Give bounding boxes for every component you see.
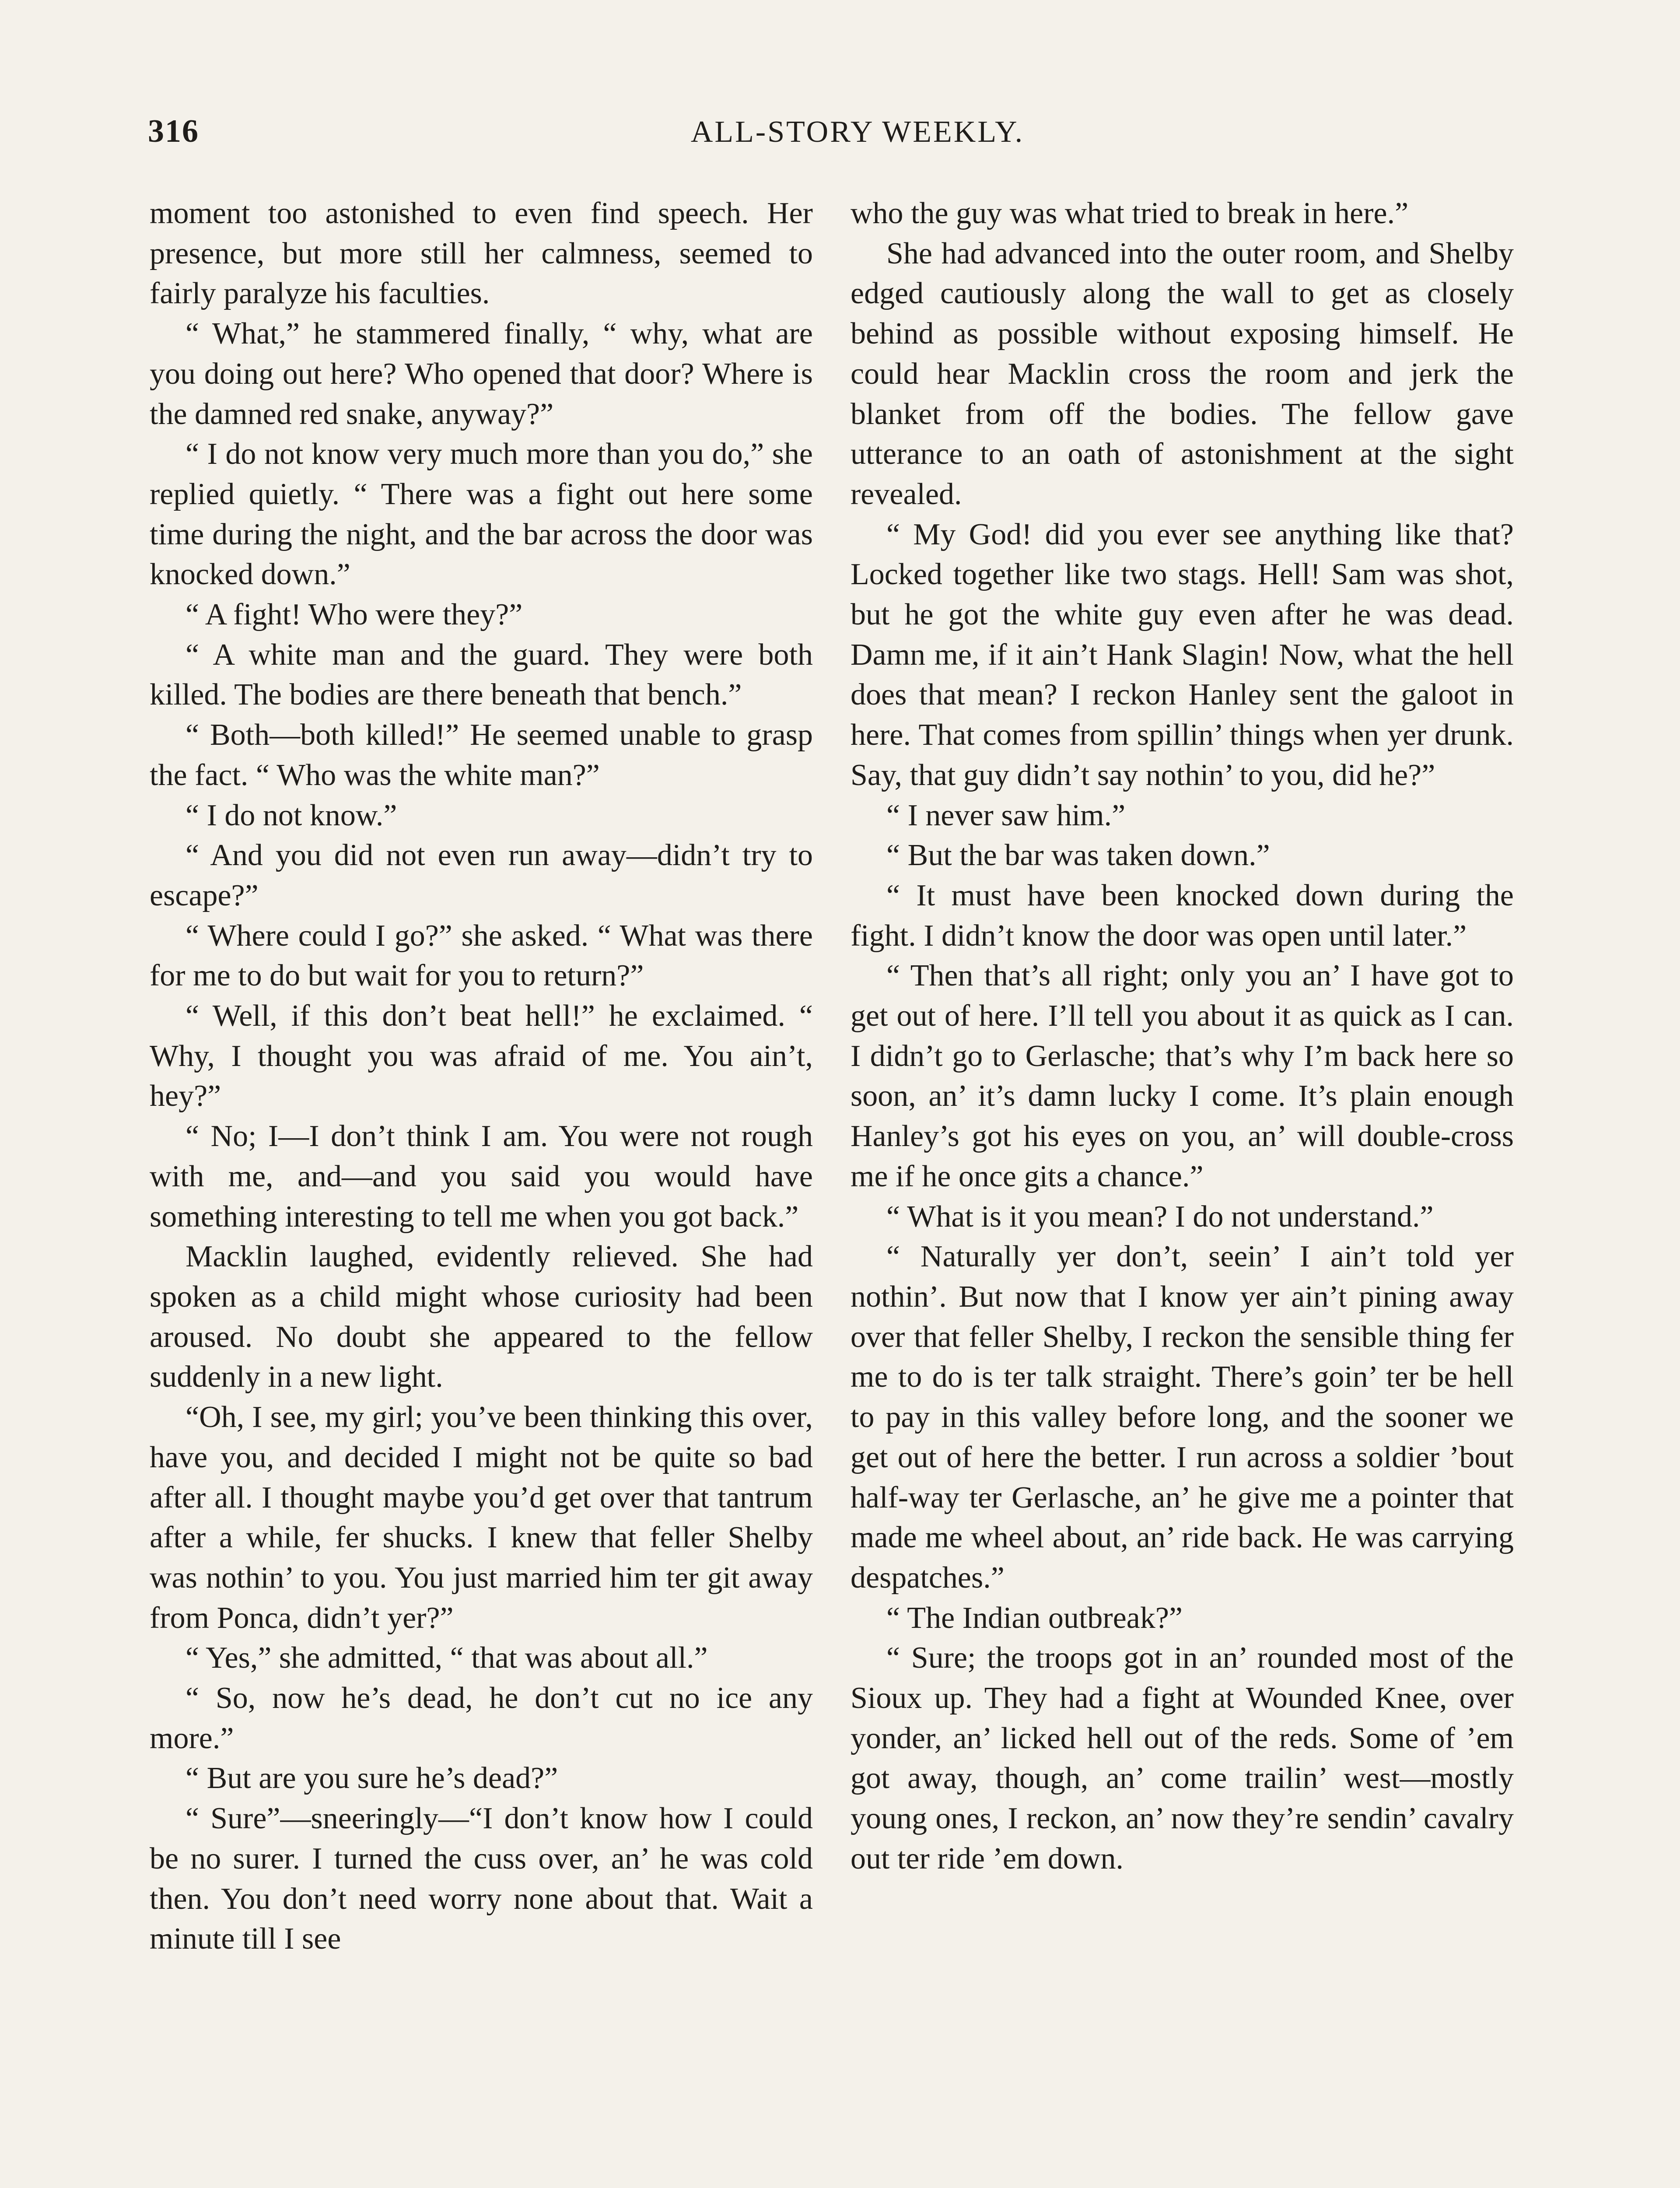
- paragraph: “ So, now he’s dead, he don’t cut no ice any more.”: [150, 1681, 813, 1755]
- paragraph: “ My God! did you ever see anything like that? Locked together like two stags. Hell! Sam was shot, but he got the white guy even after he was dead. Damn me, if it ain’t Hank Slagin! Now, what the hell does that mean? I reckon Hanley sent the galoot in here. That comes from spillin’ things when yer drunk. Say, that guy didn’t say nothin’ to you, did he?”: [850, 517, 1514, 792]
- paragraph: “ And you did not even run away—didn’t try to escape?”: [150, 838, 813, 912]
- paragraph: “ Sure”—sneeringly—“I don’t know how I could be no surer. I turned the cuss over, an’ he was cold then. You don’t need worry none about that. Wait a minute till I see: [150, 1802, 813, 1956]
- paragraph: moment too astonished to even find speech. Her presence, but more still her calmness, seemed to fairly paralyze his faculties.: [150, 196, 813, 311]
- paragraph: “ But the bar was taken down.”: [886, 838, 1270, 873]
- running-title: ALL-STORY WEEKLY.: [690, 115, 1025, 149]
- paragraph: “ It must have been knocked down during the fight. I didn’t know the door was open until later.”: [850, 878, 1514, 953]
- paragraph: “ But are you sure he’s dead?”: [186, 1761, 558, 1795]
- right-text-column: [850, 193, 1514, 1879]
- paragraph: Macklin laughed, evidently relieved. She had spoken as a child might whose curiosity had been aroused. No doubt she appeared to the fellow suddenly in a new light.: [150, 1240, 813, 1394]
- paragraph: “ What is it you mean? I do not understand.”: [886, 1199, 1434, 1234]
- paragraph: “ I never saw him.”: [886, 798, 1126, 832]
- paragraph: “ I do not know.”: [186, 798, 397, 832]
- page-number: 316: [148, 113, 199, 149]
- paragraph: “ The Indian outbreak?”: [886, 1601, 1183, 1635]
- paragraph: “ What,” he stammered finally, “ why, what are you doing out here? Who opened that door? Where is the damned red snake, anyway?”: [150, 317, 813, 431]
- paragraph: “ I do not know very much more than you do,” she replied quietly. “ There was a fight out here some time during the night, and the bar across the door was knocked down.”: [150, 437, 813, 592]
- paragraph: “ Naturally yer don’t, seein’ I ain’t told yer nothin’. But now that I know yer ain’t pining away over that feller Shelby, I reckon the sensible thing fer me to do is ter talk straight. There’s goin’ ter be hell to pay in this valley before long, and the sooner we get out of here the better. I run across a soldier ’bout half-way ter Gerlasche, an’ he give me a pointer that made me wheel about, an’ ride back. He was carrying despatches.”: [850, 1240, 1514, 1595]
- paragraph: “ Then that’s all right; only you an’ I have got to get out of here. I’ll tell you about it as quick as I can. I didn’t go to Gerlasche; that’s why I’m back here so soon, an’ it’s damn lucky I come. It’s plain enough Hanley’s got his eyes on you, an’ will double-cross me if he once gits a chance.”: [850, 959, 1514, 1193]
- paragraph: who the guy was what tried to break in here.”: [850, 196, 1409, 230]
- paragraph: “ Yes,” she admitted, “ that was about all.”: [186, 1641, 708, 1675]
- paragraph: “ A white man and the guard. They were both killed. The bodies are there beneath that bench.”: [150, 638, 813, 712]
- paragraph: “ Sure; the troops got in an’ rounded most of the Sioux up. They had a fight at Wounded Knee, over yonder, an’ licked hell out of the reds. Some of ’em got away, though, an’ come trailin’ west—mostly young ones, I reckon, an’ now they’re sendin’ cavalry out ter ride ’em down.: [850, 1641, 1514, 1876]
- left-text-column: [150, 193, 813, 1959]
- paragraph: “Oh, I see, my girl; you’ve been thinking this over, have you, and decided I might not be quite so bad after all. I thought maybe you’d get over that tantrum after a while, fer shucks. I knew that feller Shelby was nothin’ to you. You just married him ter git away from Ponca, didn’t yer?”: [150, 1400, 813, 1635]
- paragraph: “ Well, if this don’t beat hell!” he exclaimed. “ Why, I thought you was afraid of me. You ain’t, hey?”: [150, 999, 813, 1113]
- paragraph: “ No; I—I don’t think I am. You were not rough with me, and—and you said you would have something interesting to tell me when you got back.”: [150, 1119, 813, 1234]
- paragraph: “ Both—both killed!” He seemed unable to grasp the fact. “ Who was the white man?”: [150, 718, 813, 792]
- paragraph: She had advanced into the outer room, and Shelby edged cautiously along the wall to get as closely behind as possible without exposing himself. He could hear Macklin cross the room and jerk the blanket from off the bodies. The fellow gave utterance to an oath of astonishment at the sight revealed.: [850, 236, 1514, 511]
- paragraph: “ A fight! Who were they?”: [186, 598, 523, 632]
- paragraph: “ Where could I go?” she asked. “ What was there for me to do but wait for you to return?”: [150, 919, 813, 993]
